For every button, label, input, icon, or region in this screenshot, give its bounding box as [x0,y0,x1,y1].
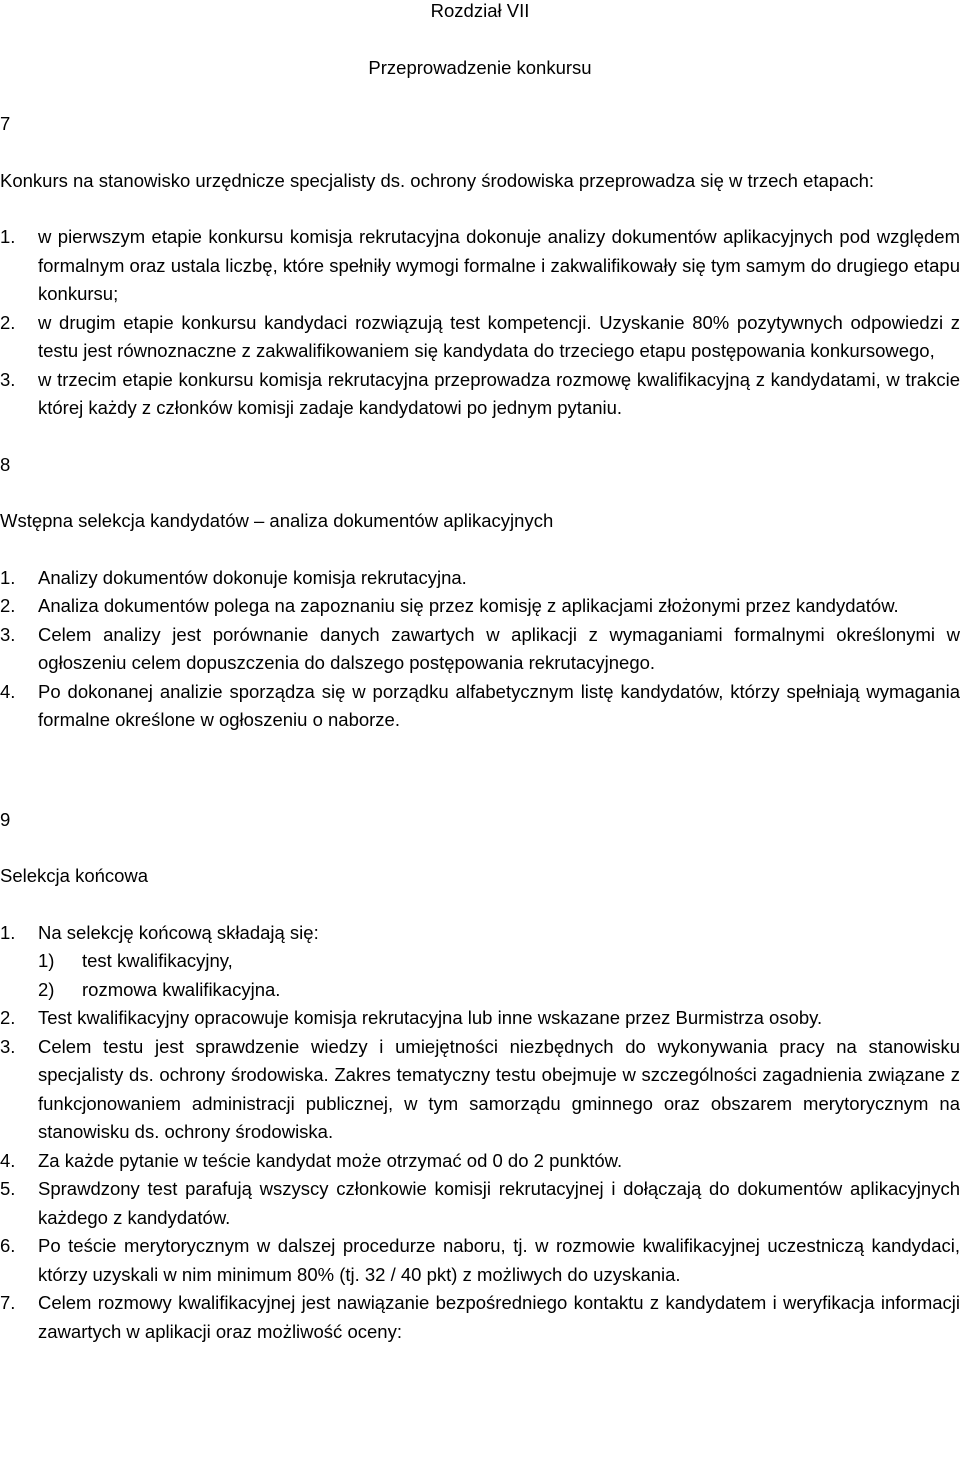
list-item [0,564,960,593]
section-9-heading: Selekcja końcowa [0,865,149,886]
sublist-item-number: 1) [38,950,55,971]
list-item-number: 3. [0,1035,16,1057]
list-item-number: 1. [0,566,16,588]
list-item-text: Celem rozmowy kwalifikacyjnej jest nawiązanie bezpośredniego kontaktu z kandydatem i weryfikacja informacji zawartych w aplikacji oraz możliwość oceny: [38,1292,960,1342]
section-7-intro: Konkurs na stanowisko urzędnicze specjalisty ds. ochrony środowiska przeprowadza się w trzech etapach: [0,169,875,191]
list-item [0,678,960,735]
list-item [0,309,960,366]
list-item [0,1033,960,1147]
chapter-title: Rozdział VII [430,0,530,21]
list-item [0,1147,960,1176]
list-item-number: 2. [0,1007,16,1028]
list-item-text: w drugim etapie konkursu kandydaci rozwiązują test kompetencji. Uzyskanie 80% pozytywnych odpowiedzi z testu jest równoznaczne z zakwalifikowaniem się kandydata do trzeciego etapu postępowania konkursowego, [38,311,960,361]
sublist-item-text: rozmowa kwalifikacyjna. [82,978,281,1000]
list-item-number: 5. [0,1178,16,1199]
section-8-heading: Wstępna selekcja kandydatów – analiza dokumentów aplikacyjnych [0,510,554,531]
sublist-item [38,947,960,976]
list-item [0,621,960,678]
list-item [0,366,960,423]
sublist [38,947,960,1004]
list-item-number: 4. [0,680,16,702]
list-item-text: Test kwalifikacyjny opracowuje komisja rekrutacyjna lub inne wskazane przez Burmistrza osoby. [38,1007,823,1028]
list-item-number: 3. [0,623,16,645]
sublist-item-text: test kwalifikacyjny, [82,950,233,971]
list-item [0,592,960,621]
list-item-text: w trzecim etapie konkursu komisja rekrutacyjna przeprowadza rozmowę kwalifikacyjną z kandydatami, w trakcie której każdy z członków komisji zadaje kandydatowi po jednym pytaniu. [38,368,960,418]
list-item [0,919,960,1005]
list-item-number: 2. [0,311,16,333]
section-8-list [0,564,960,735]
list-item-number: 6. [0,1235,16,1256]
list-item-text: Celem analizy jest porównanie danych zawartych w aplikacji z wymaganiami formalnymi określonymi w ogłoszeniu celem dopuszczenia do dalszego postępowania rekrutacyjnego. [38,623,960,673]
sublist-item [38,976,960,1005]
section-9-list [0,919,960,1347]
list-item-text: Na selekcję końcową składają się: [38,921,319,943]
section-7-list [0,223,960,423]
sublist-item-number: 2) [38,978,55,1000]
list-item-number: 1. [0,921,16,943]
list-item [0,1004,960,1033]
list-item-text: Analiza dokumentów polega na zapoznaniu się przez komisję z aplikacjami złożonymi przez kandydatów. [38,595,899,616]
list-item-number: 7. [0,1292,16,1313]
list-item [0,1175,960,1232]
list-item-number: 4. [0,1149,16,1171]
list-item-text: w pierwszym etapie konkursu komisja rekrutacyjna dokonuje analizy dokumentów aplikacyjnych pod względem formalnym oraz ustala liczbę, które spełniły wymogi formalne i zakwalifikowały się tym samym do drugiego etapu konkursu; [38,226,960,304]
list-item-text: Po dokonanej analizie sporządza się w porządku alfabetycznym listę kandydatów, którzy spełniają wymagania formalne określone w ogłoszeniu o naborze. [38,680,960,730]
list-item [0,223,960,309]
list-item-text: Za każde pytanie w teście kandydat może otrzymać od 0 do 2 punktów. [38,1149,623,1171]
list-item-number: 3. [0,368,16,390]
list-item-text: Po teście merytorycznym w dalszej procedurze naboru, tj. w rozmowie kwalifikacyjnej uczestniczą kandydaci, którzy uzyskali w nim minimum 80% (tj. 32 / 40 pkt) z możliwych do uzyskania. [38,1235,960,1285]
section-7-mark: 7 [0,113,11,134]
list-item-number: 2. [0,595,16,616]
list-item-text: Sprawdzony test parafują wszyscy członkowie komisji rekrutacyjnej i dołączają do dokumentów aplikacyjnych każdego z kandydatów. [38,1178,960,1228]
section-9-mark: 9 [0,808,11,830]
chapter-subtitle: Przeprowadzenie konkursu [368,56,592,78]
section-8-mark: 8 [0,453,11,475]
list-item-number: 1. [0,226,16,247]
list-item-text: Analizy dokumentów dokonuje komisja rekrutacyjna. [38,566,467,588]
list-item [0,1289,960,1346]
list-item [0,1232,960,1289]
list-item-text: Celem testu jest sprawdzenie wiedzy i umiejętności niezbędnych do wykonywania pracy na stanowisku specjalisty ds. ochrony środowiska. Zakres tematyczny testu obejmuje w szczególności zagadnienia związane z funkcjonowaniem administracji publicznej, w tym samorządu gminnego oraz obszarem merytorycznym na stanowisku ds. ochrony środowiska. [38,1035,960,1142]
